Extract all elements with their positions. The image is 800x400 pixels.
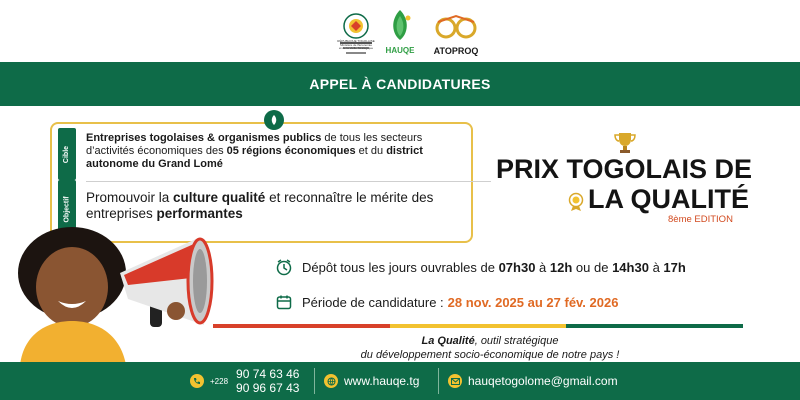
website-link[interactable] <box>324 362 419 400</box>
period-dates: 28 nov. 2025 au 27 fév. 2026 <box>447 294 619 310</box>
call-banner <box>0 62 800 106</box>
objectif-text: Promouvoir la culture qualité et reconnaître le mérite des entreprises performantes <box>86 190 434 221</box>
svg-text:ATOPROQ: ATOPROQ <box>433 46 479 56</box>
seal-caption: RÉPUBLIQUE TOGOLAISE Ministère de l'Économie et de la Veille Stratégique <box>337 39 375 50</box>
svg-text:HAUQE: HAUQE <box>385 46 415 55</box>
cible-row <box>58 128 466 180</box>
prize-title: PRIX TOGOLAIS DE LA QUALITÉ <box>496 154 753 214</box>
banner-title: APPEL À CANDIDATURES <box>309 76 491 92</box>
ministry-seal-logo <box>338 12 374 58</box>
footer-separator <box>438 368 439 394</box>
deposit-hours <box>276 258 686 276</box>
footer-separator <box>314 368 315 394</box>
edition-label: 8ème EDITION <box>668 214 733 225</box>
hauqe-logo <box>384 8 416 58</box>
medal-icon <box>568 192 584 212</box>
envelope-icon <box>448 374 462 388</box>
globe-icon <box>324 374 338 388</box>
calendar-icon <box>276 294 292 310</box>
phone-icon <box>190 374 204 388</box>
partner-logos <box>330 8 490 60</box>
objectif-tab: Objectif <box>58 180 76 238</box>
application-period <box>276 294 618 310</box>
phone-number-2[interactable]: 90 96 67 43 <box>236 381 300 395</box>
alarm-clock-icon <box>276 258 292 276</box>
cible-text: Entreprises togolaises & organismes publics de tous les secteurs d’activités économiques des 05 régions économiques et du district autonome du Grand Lomé <box>86 132 423 170</box>
tricolor-divider <box>213 324 743 328</box>
trophy-icon <box>612 130 638 156</box>
atoproq-logo <box>428 12 484 58</box>
motto: La Qualité, outil stratégique du développement socio-économique de notre pays ! <box>360 335 620 361</box>
person-megaphone-illustration <box>0 215 235 365</box>
website-text[interactable]: www.hauqe.tg <box>344 374 420 388</box>
phone-prefix: +228 <box>210 376 229 386</box>
contact-footer <box>0 362 800 400</box>
cible-tab: Cible <box>58 128 76 180</box>
email-text[interactable]: hauqetogolome@gmail.com <box>468 374 618 388</box>
email-link[interactable] <box>448 362 618 400</box>
period-label: Période de candidature : <box>302 294 444 310</box>
hauqe-badge-icon <box>264 110 284 130</box>
phone-number-1[interactable]: 90 74 63 46 <box>236 367 300 381</box>
deposit-text: Dépôt tous les jours ouvrables de 07h30 à 12h ou de 14h30 à 17h <box>302 259 686 275</box>
phone-contact[interactable] <box>190 362 299 400</box>
